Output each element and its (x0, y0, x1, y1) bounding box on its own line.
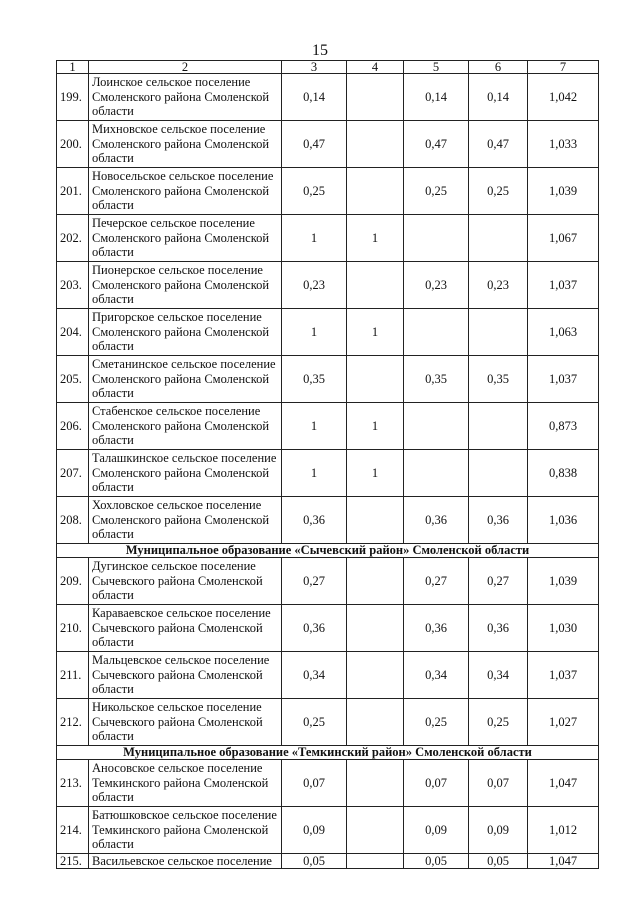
settlement-name: Талашкинское сельское поселение Смоленского района Смоленской области (89, 450, 282, 497)
cell-col-6: 0,34 (469, 652, 528, 699)
cell-col-3: 1 (282, 450, 347, 497)
table-row (57, 558, 599, 605)
cell-col-6: 0,36 (469, 497, 528, 544)
row-number: 199. (57, 74, 89, 121)
header-row (57, 61, 599, 74)
settlement-name: Мальцевское сельское поселение Сычевского района Смоленской области (89, 652, 282, 699)
cell-col-3: 0,25 (282, 699, 347, 746)
table-row (57, 807, 599, 854)
cell-col-7: 1,042 (528, 74, 599, 121)
cell-col-6 (469, 450, 528, 497)
table-row (57, 309, 599, 356)
cell-col-6: 0,09 (469, 807, 528, 854)
column-header-6: 6 (469, 61, 528, 74)
table-row (57, 215, 599, 262)
row-number: 206. (57, 403, 89, 450)
cell-col-3: 1 (282, 215, 347, 262)
cell-col-3: 0,09 (282, 807, 347, 854)
row-number: 212. (57, 699, 89, 746)
column-header-3: 3 (282, 61, 347, 74)
row-number: 211. (57, 652, 89, 699)
row-number: 213. (57, 760, 89, 807)
row-number: 208. (57, 497, 89, 544)
cell-col-5: 0,34 (404, 652, 469, 699)
settlement-name: Новосельское сельское поселение Смоленского района Смоленской области (89, 168, 282, 215)
cell-col-7: 1,037 (528, 652, 599, 699)
row-number: 214. (57, 807, 89, 854)
group-header-row (57, 746, 599, 760)
cell-col-3: 1 (282, 403, 347, 450)
cell-col-3: 0,34 (282, 652, 347, 699)
cell-col-4: 1 (347, 403, 404, 450)
cell-col-4 (347, 168, 404, 215)
cell-col-7: 1,037 (528, 262, 599, 309)
page-number: 15 (312, 42, 328, 59)
table-row (57, 652, 599, 699)
settlement-name: Караваевское сельское поселение Сычевского района Смоленской области (89, 605, 282, 652)
row-number: 203. (57, 262, 89, 309)
settlement-name: Дугинское сельское поселение Сычевского района Смоленской области (89, 558, 282, 605)
cell-col-7: 1,027 (528, 699, 599, 746)
cell-col-7: 1,030 (528, 605, 599, 652)
cell-col-7: 1,063 (528, 309, 599, 356)
table-row (57, 262, 599, 309)
cell-col-6 (469, 403, 528, 450)
cell-col-3: 0,35 (282, 356, 347, 403)
column-header-1: 1 (57, 61, 89, 74)
column-header-7: 7 (528, 61, 599, 74)
cell-col-4: 1 (347, 450, 404, 497)
cell-col-4 (347, 356, 404, 403)
table-row (57, 121, 599, 168)
row-number: 207. (57, 450, 89, 497)
group-title: Муниципальное образование «Темкинский район» Смоленской области (57, 746, 599, 760)
cell-col-6: 0,36 (469, 605, 528, 652)
row-number: 202. (57, 215, 89, 262)
cell-col-6: 0,47 (469, 121, 528, 168)
cell-col-6 (469, 309, 528, 356)
table-row (57, 605, 599, 652)
cell-col-6: 0,23 (469, 262, 528, 309)
cell-col-5: 0,27 (404, 558, 469, 605)
cell-col-6: 0,07 (469, 760, 528, 807)
cell-col-7: 1,036 (528, 497, 599, 544)
table-row (57, 356, 599, 403)
row-number: 204. (57, 309, 89, 356)
cell-col-7: 1,039 (528, 168, 599, 215)
cell-col-5: 0,36 (404, 497, 469, 544)
cell-col-5: 0,36 (404, 605, 469, 652)
cell-col-4 (347, 497, 404, 544)
settlement-name: Никольское сельское поселение Сычевского района Смоленской области (89, 699, 282, 746)
cell-col-4 (347, 699, 404, 746)
cell-col-4 (347, 652, 404, 699)
settlement-name: Пионерское сельское поселение Смоленского района Смоленской области (89, 262, 282, 309)
cell-col-5 (404, 403, 469, 450)
settlement-name: Васильевское сельское поселение (89, 854, 282, 869)
group-title: Муниципальное образование «Сычевский район» Смоленской области (57, 544, 599, 558)
table-row (57, 760, 599, 807)
cell-col-4 (347, 854, 404, 869)
cell-col-7: 1,047 (528, 854, 599, 869)
settlement-name: Батюшковское сельское поселение Темкинского района Смоленской области (89, 807, 282, 854)
data-table (56, 60, 599, 869)
settlement-name: Аносовское сельское поселение Темкинского района Смоленской области (89, 760, 282, 807)
row-number: 215. (57, 854, 89, 869)
table-row (57, 403, 599, 450)
group-header-row (57, 544, 599, 558)
settlement-name: Сметанинское сельское поселение Смоленского района Смоленской области (89, 356, 282, 403)
cell-col-3: 0,47 (282, 121, 347, 168)
table-row (57, 74, 599, 121)
cell-col-6 (469, 215, 528, 262)
settlement-name: Стабенское сельское поселение Смоленского района Смоленской области (89, 403, 282, 450)
row-number: 201. (57, 168, 89, 215)
cell-col-7: 0,873 (528, 403, 599, 450)
cell-col-7: 1,012 (528, 807, 599, 854)
settlement-name: Пригорское сельское поселение Смоленского района Смоленской области (89, 309, 282, 356)
cell-col-4: 1 (347, 215, 404, 262)
cell-col-3: 0,25 (282, 168, 347, 215)
table-row (57, 497, 599, 544)
cell-col-6: 0,27 (469, 558, 528, 605)
cell-col-5: 0,25 (404, 699, 469, 746)
cell-col-3: 0,07 (282, 760, 347, 807)
cell-col-4 (347, 605, 404, 652)
cell-col-7: 1,067 (528, 215, 599, 262)
cell-col-3: 0,14 (282, 74, 347, 121)
cell-col-6: 0,35 (469, 356, 528, 403)
cell-col-3: 0,36 (282, 605, 347, 652)
cell-col-5 (404, 215, 469, 262)
table-row (57, 450, 599, 497)
cell-col-4 (347, 558, 404, 605)
cell-col-4 (347, 262, 404, 309)
settlement-name: Печерское сельское поселение Смоленского района Смоленской области (89, 215, 282, 262)
cell-col-7: 1,039 (528, 558, 599, 605)
cell-col-6: 0,25 (469, 168, 528, 215)
row-number: 210. (57, 605, 89, 652)
cell-col-5: 0,25 (404, 168, 469, 215)
row-number: 209. (57, 558, 89, 605)
cell-col-4 (347, 807, 404, 854)
cell-col-7: 1,033 (528, 121, 599, 168)
cell-col-6: 0,05 (469, 854, 528, 869)
cell-col-3: 0,36 (282, 497, 347, 544)
cell-col-4 (347, 760, 404, 807)
cell-col-5: 0,07 (404, 760, 469, 807)
cell-col-5: 0,47 (404, 121, 469, 168)
settlement-name: Лоинское сельское поселение Смоленского района Смоленской области (89, 74, 282, 121)
table-row (57, 699, 599, 746)
row-number: 200. (57, 121, 89, 168)
cell-col-4 (347, 121, 404, 168)
cell-col-7: 0,838 (528, 450, 599, 497)
cell-col-6: 0,25 (469, 699, 528, 746)
cell-col-3: 0,05 (282, 854, 347, 869)
cell-col-4 (347, 74, 404, 121)
settlement-name: Михновское сельское поселение Смоленского района Смоленской области (89, 121, 282, 168)
cell-col-7: 1,047 (528, 760, 599, 807)
cell-col-3: 1 (282, 309, 347, 356)
table-body (57, 74, 599, 869)
table-row (57, 854, 599, 869)
cell-col-5 (404, 450, 469, 497)
cell-col-6: 0,14 (469, 74, 528, 121)
table-row (57, 168, 599, 215)
column-header-5: 5 (404, 61, 469, 74)
cell-col-3: 0,23 (282, 262, 347, 309)
cell-col-5: 0,23 (404, 262, 469, 309)
cell-col-5 (404, 309, 469, 356)
row-number: 205. (57, 356, 89, 403)
cell-col-5: 0,09 (404, 807, 469, 854)
cell-col-5: 0,05 (404, 854, 469, 869)
cell-col-7: 1,037 (528, 356, 599, 403)
column-header-4: 4 (347, 61, 404, 74)
cell-col-3: 0,27 (282, 558, 347, 605)
settlement-name: Хохловское сельское поселение Смоленского района Смоленской области (89, 497, 282, 544)
column-header-2: 2 (89, 61, 282, 74)
cell-col-4: 1 (347, 309, 404, 356)
cell-col-5: 0,35 (404, 356, 469, 403)
cell-col-5: 0,14 (404, 74, 469, 121)
